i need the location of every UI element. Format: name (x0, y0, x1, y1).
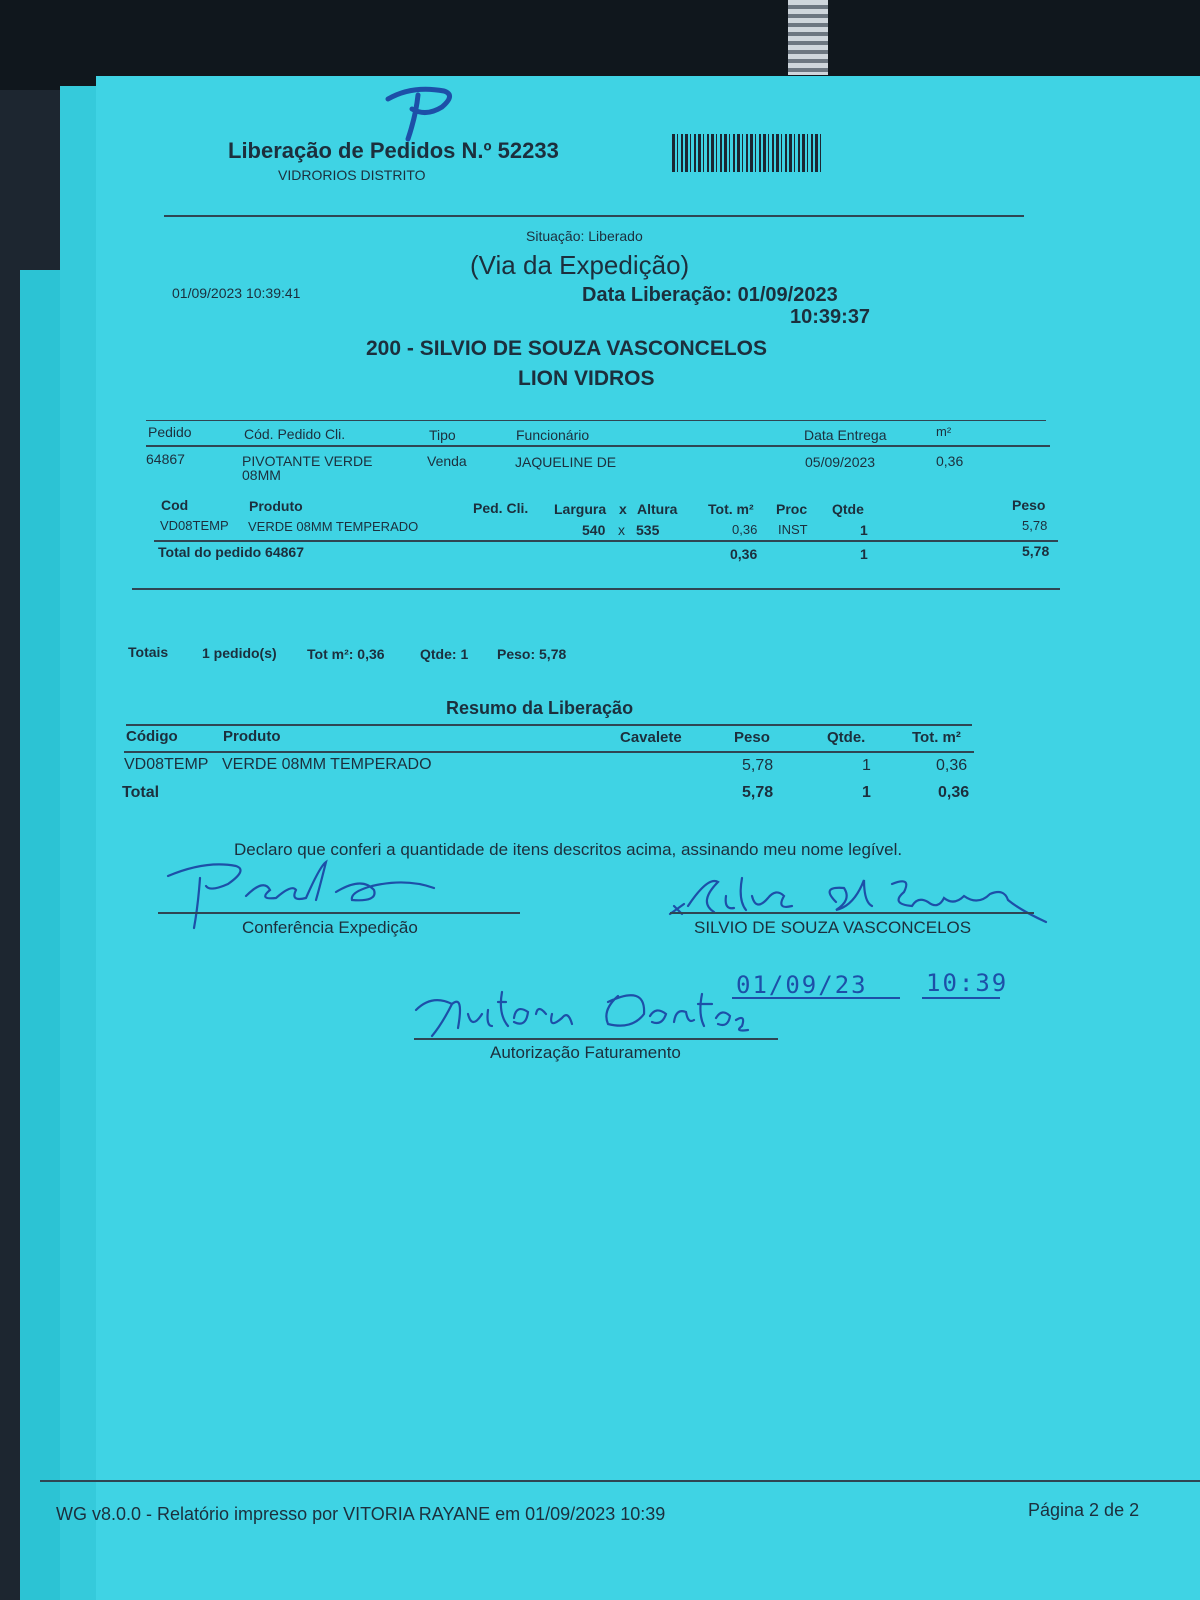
summary-total-weight: 5,78 (742, 784, 774, 801)
order-employee: JAQUELINE DE (515, 454, 617, 470)
item-underline (154, 540, 1058, 542)
signature-line-right (670, 912, 1034, 914)
item-proc: INST (778, 522, 808, 537)
handwritten-time: 10:39 (926, 969, 1009, 997)
summary-col-codigo: Código (126, 728, 178, 745)
summary-total-qtde: 1 (862, 784, 871, 801)
order-m2: 0,36 (936, 453, 964, 469)
summary-top-line (126, 724, 972, 726)
order-number: 64867 (146, 451, 185, 467)
item-col-cod: Cod (161, 497, 189, 513)
item-col-peso: Peso (1012, 497, 1046, 513)
order-client-code: PIVOTANTE VERDE (242, 453, 373, 469)
item-col-proc: Proc (776, 501, 808, 517)
summary-header-underline (124, 751, 974, 753)
item-tot-m2: 0,36 (732, 522, 758, 537)
release-date: Data Liberação: 01/09/2023 (582, 284, 838, 306)
summary-weight: 5,78 (742, 757, 774, 774)
company-name: VIDRORIOS DISTRITO (278, 167, 426, 183)
item-code: VD08TEMP (160, 518, 229, 533)
item-col-qtde: Qtde (832, 501, 864, 517)
totals-orders: 1 pedido(s) (202, 645, 277, 661)
status-text: Situação: Liberado (526, 228, 643, 244)
totals-qtde: Qtde: 1 (420, 646, 469, 662)
summary-col-peso: Peso (734, 729, 770, 746)
summary-total-label: Total (122, 784, 160, 801)
order-total-label: Total do pedido 64867 (158, 544, 304, 560)
summary-title: Resumo da Liberação (446, 698, 634, 718)
summary-col-produto: Produto (223, 728, 281, 745)
summary-col-tot-m2: Tot. m² (912, 729, 961, 746)
table-top-line (146, 420, 1046, 421)
item-col-tot-m2: Tot. m² (708, 501, 754, 517)
totals-label: Totais (128, 644, 169, 660)
footer-page-number: Página 2 de 2 (1028, 1500, 1140, 1520)
barcode (672, 134, 824, 172)
signature-label-left: Conferência Expedição (242, 918, 418, 937)
footer-line (40, 1480, 1200, 1482)
summary-col-cavalete: Cavalete (620, 729, 682, 746)
item-col-ped-cli: Ped. Cli. (473, 500, 529, 516)
summary-code: VD08TEMP (124, 756, 209, 773)
col-cod-pedido-cli: Cód. Pedido Cli. (244, 426, 346, 442)
background-object (788, 0, 828, 75)
declaration-text: Declaro que conferi a quantidade de itens descritos acima, assinando meu nome legível. (234, 840, 903, 859)
item-col-produto: Produto (249, 498, 303, 514)
item-product: VERDE 08MM TEMPERADO (248, 519, 419, 534)
item-height: 535 (636, 522, 660, 538)
item-col-altura: Altura (637, 501, 678, 517)
summary-total-tot-m2: 0,36 (938, 784, 970, 801)
divider (132, 588, 1060, 590)
signature-label-right: SILVIO DE SOUZA VASCONCELOS (694, 918, 972, 937)
item-qtde: 1 (860, 522, 868, 538)
order-total-qtde: 1 (860, 546, 868, 562)
col-funcionario: Funcionário (516, 427, 590, 443)
col-pedido: Pedido (148, 424, 192, 440)
summary-qtde: 1 (862, 757, 871, 774)
col-tipo: Tipo (429, 427, 456, 443)
summary-tot-m2: 0,36 (936, 757, 968, 774)
col-m2: m² (936, 424, 952, 439)
via-label: (Via da Expedição) (470, 250, 690, 280)
signature-label-auth: Autorização Faturamento (490, 1043, 681, 1062)
order-type: Venda (427, 453, 467, 469)
header-underline (146, 445, 1050, 447)
order-total-m2: 0,36 (730, 546, 758, 562)
item-x: x (618, 522, 625, 538)
totals-weight: Peso: 5,78 (497, 646, 567, 662)
client-name: 200 - SILVIO DE SOUZA VASCONCELOS (366, 337, 768, 360)
order-total-weight: 5,78 (1022, 543, 1050, 559)
order-delivery-date: 05/09/2023 (805, 454, 876, 470)
date-underline (732, 997, 900, 999)
signature-line-left (158, 912, 520, 914)
footer-report-text: WG v8.0.0 - Relatório impresso por VITORIA RAYANE em 01/09/2023 10:39 (56, 1504, 666, 1524)
order-client-code-2: 08MM (242, 467, 281, 483)
item-col-largura: Largura (554, 501, 607, 517)
time-underline (922, 997, 1000, 999)
item-weight: 5,78 (1022, 518, 1048, 533)
handwritten-date: 01/09/23 (736, 971, 868, 999)
release-time: 10:39:37 (790, 306, 871, 328)
summary-product: VERDE 08MM TEMPERADO (222, 756, 432, 773)
client-company: LION VIDROS (518, 367, 655, 390)
summary-col-qtde: Qtde. (827, 729, 866, 746)
printed-datetime: 01/09/2023 10:39:41 (172, 285, 301, 301)
col-data-entrega: Data Entrega (804, 427, 887, 443)
totals-m2: Tot m²: 0,36 (307, 646, 385, 662)
divider (164, 215, 1024, 217)
document-page (56, 76, 1200, 1600)
signature-autorizacao (412, 974, 752, 1044)
document-title: Liberação de Pedidos N.º 52233 (228, 138, 559, 163)
item-col-x: x (619, 501, 627, 517)
signature-line-auth (414, 1038, 778, 1040)
item-width: 540 (582, 522, 606, 538)
company-logo (382, 85, 462, 145)
